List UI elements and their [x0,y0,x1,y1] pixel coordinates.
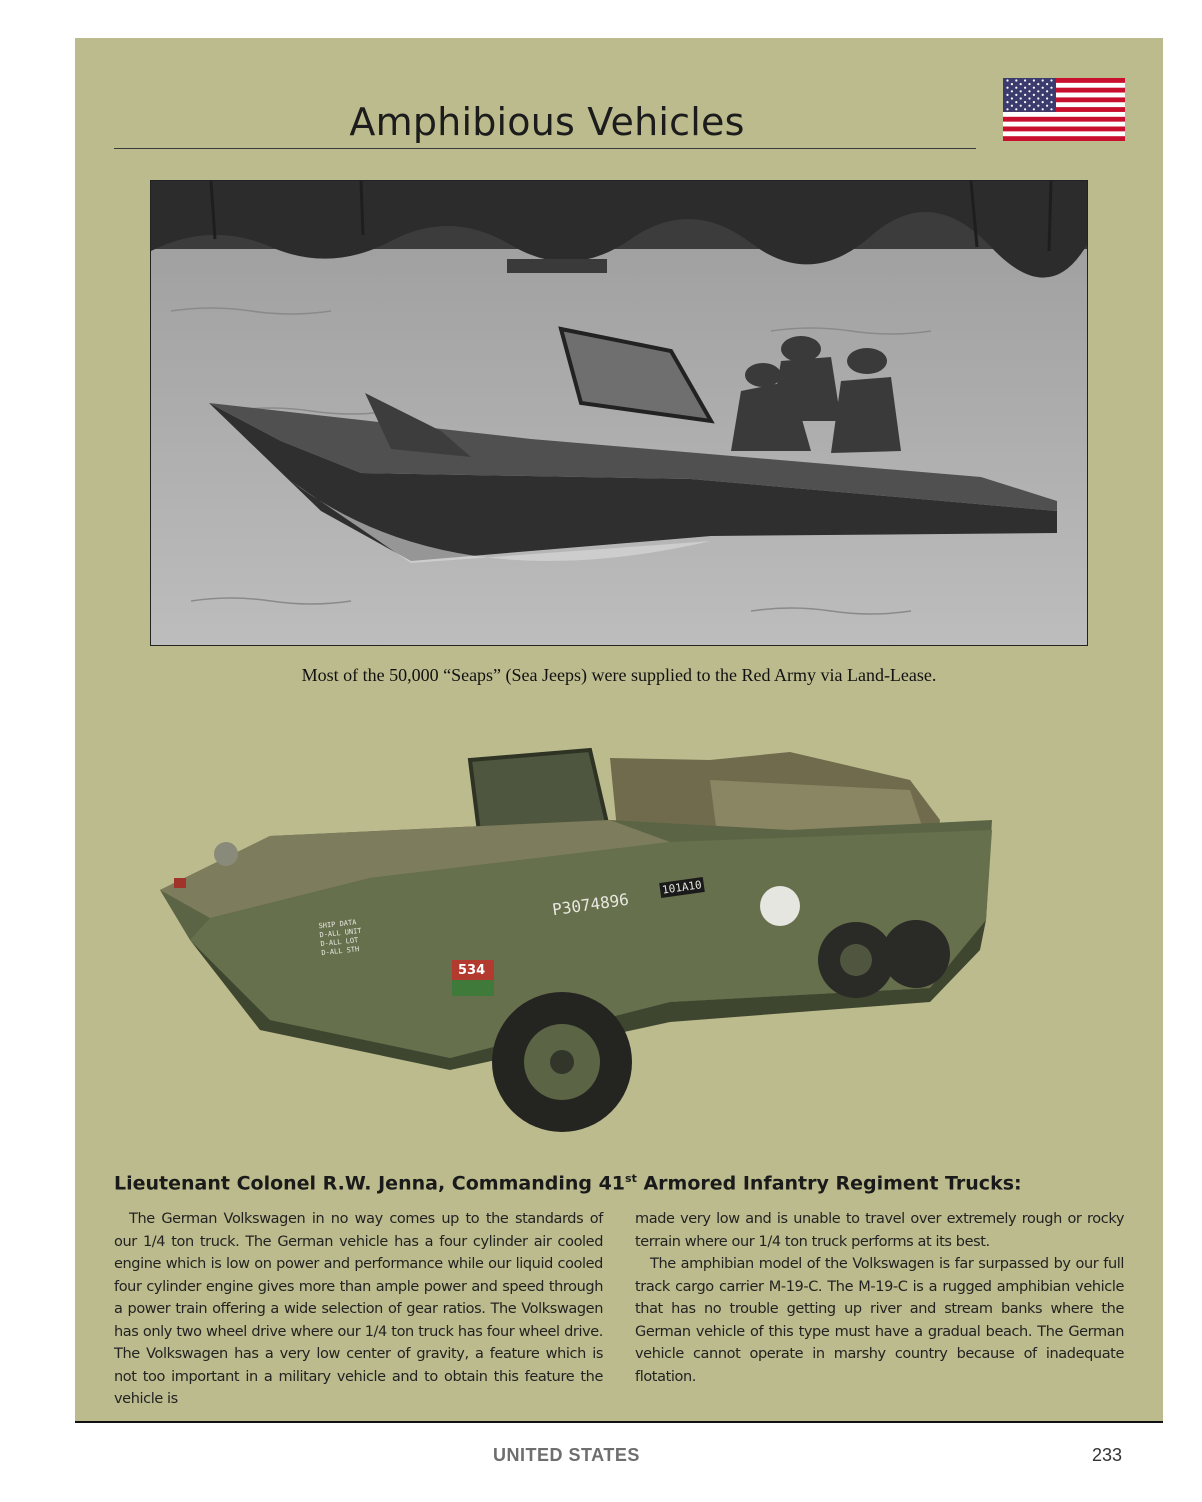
ship-data-label [318,918,364,958]
quote-column-left [114,1208,603,1411]
us-flag-icon [1003,78,1125,141]
bumper-code: 101A10 [659,877,704,898]
hull-number: P3074896 [551,889,631,920]
page-number: 233 [1092,1445,1123,1465]
ship-data-line: D-ALL UNIT [319,926,362,940]
footer-divider [75,1421,1163,1423]
ship-data-line: D-ALL LOT [320,936,359,949]
dukw-photo [150,740,1000,1140]
photo1-caption: Most of the 50,000 “Seaps” (Sea Jeeps) were supplied to the Red Army via Land-Lease. [301,665,937,685]
quote-heading-ordinal: st [625,1172,637,1185]
quote-heading-text-end: Armored Infantry Regiment Trucks: [636,1172,1022,1195]
badge-number: 534 [458,963,486,978]
quote-paragraph: The amphibian model of the Volkswagen is far surpassed by our full track cargo carrier M-19-C. The M-19-C is a rugged amphibian vehicle that has no trouble getting up river and stream banks where the German vehicle of this type must have a gradual beach. The German vehicle cannot operate in marshy country because of inadequate flotation. [635,1256,1124,1385]
quote-column-right [635,1208,1124,1388]
seap-photo [150,180,1088,646]
quote-heading [114,1172,1124,1194]
ship-data-line: D-ALL STH [321,945,360,958]
quote-paragraph: The German Volkswagen in no way comes up to the standards of our 1/4 ton truck. The German vehicle has a four cylinder air cooled engine which is low on power and performance while our liquid cooled four cylinder engine gives more than ample power and speed through a power train offering a wide selection of gear ratios. The Volkswagen has only two wheel drive where our 1/4 ton truck has four wheel drive. The Volkswagen has a very low center of gravity, a feature which is not too important in a military vehicle and to obtain this feature the vehicle is [114,1211,603,1407]
quote-paragraph: made very low and is unable to travel over extremely rough or rocky terrain where our 1/4 ton truck performs at its best. [635,1211,1124,1250]
quote-heading-text: Lieutenant Colonel R.W. Jenna, Commanding 41 [114,1172,626,1195]
ship-data-line: SHIP DATA [318,918,357,931]
page-title: Amphibious Vehicles [349,100,745,144]
footer-section-label: UNITED STATES [493,1445,640,1465]
title-divider [114,148,976,149]
